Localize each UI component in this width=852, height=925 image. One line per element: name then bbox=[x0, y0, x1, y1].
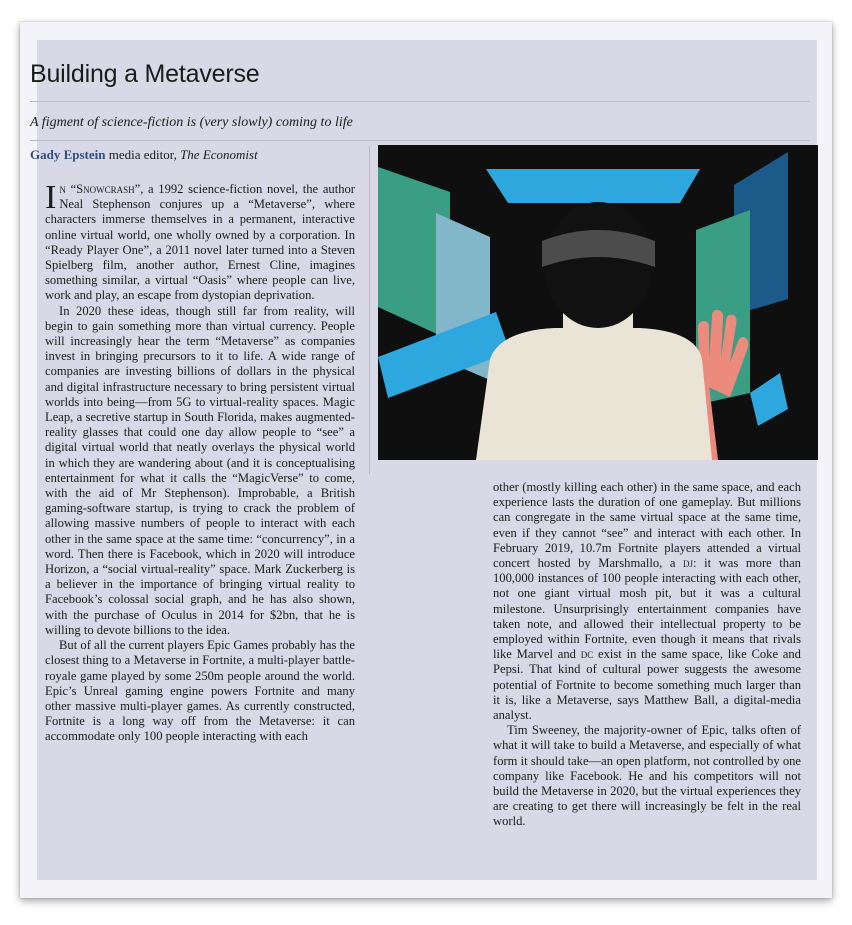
article-title: Building a Metaverse bbox=[30, 60, 260, 88]
article-column-2 bbox=[493, 480, 801, 875]
paragraph-4: other (mostly killing each other) in the same space, and each experience lasts the duration of one gameplay. But millions can congregate in the same virtual space at the same time, even if they cannot “see” and interact with each other. In February 2019, 10.7m Fortnite players attended a virtual concert hosted by Marshmallo, a dj: it was more than 100,000 instances of 100 people interacting with each other, not one giant virtual mosh pit, but it was a cultural milestone. Unsurprisingly entertainment companies have taken note, and allowed their intellectual property to be employed within Fortnite, even though it means that rivals like Marvel and dc exist in the same space, like Coke and Pepsi. That kind of cultural power suggests the awesome potential of Fortnite to become something much larger than it is, like a Metaverse, says Matthew Ball, a digital-media analyst. bbox=[493, 480, 801, 723]
vr-user-illustration bbox=[378, 145, 818, 460]
subtitle-divider bbox=[30, 140, 810, 141]
title-divider bbox=[30, 101, 810, 102]
paragraph-1: In “Snowcrash”, a 1992 science-fiction novel, the author Neal Stephenson conjures up a “Metaverse”, where characters immerse themselves in a permanent, interactive online virtual world, one wholly owned by a corporation. In “Ready Player One”, a 2011 novel later turned into a Steven Spielberg film, another author, Ernest Cline, imagines something similar, a virtual “Oasis” where people can live, work and play, an escape from dystopian deprivation. bbox=[45, 179, 355, 303]
byline bbox=[30, 147, 258, 163]
paragraph-3: But of all the current players Epic Games probably has the closest thing to a Metaverse in Fortnite, a multi-player battle-royale game played by some 250m people around the world. Epic’s Unreal gaming engine powers Fortnite and many other massive multi-player games. As currently constructed, Fortnite is a long way off from the Metaverse: it can accommodate only 100 people interacting with each bbox=[45, 638, 355, 744]
paragraph-2: In 2020 these ideas, though still far from reality, will begin to gain something more than virtual currency. People will increasingly hear the term “Metaverse” as companies invest in bringing precursors to it to life. A wide range of companies are investing billions of dollars in the physical and digital infrastructure necessary to bring persistent virtual worlds into being—from 5G to virtual-reality spaces. Magic Leap, a secretive startup in South Florida, makes augmented-reality glasses that could one day allow people to “see” a digital virtual world that neatly overlays the physical world in which they are wandering about (and it is conceptualising entertainment for what it calls the “MagicVerse” to come, with the aid of Mr Stephenson). Improbable, a British gaming-software startup, is trying to crack the problem of allowing massive numbers of people to interact with each other in the same space at the same time: “concurrency”, in a word. Then there is Facebook, which in 2020 will introduce Horizon, a “social virtual-reality” space. Mark Zuckerberg is a believer in the importance of bringing virtual reality to Facebook’s colossal social graph, and he has also shown, with the purchase of Oculus in 2014 for $2bn, that he is willing to devote billions to the idea. bbox=[45, 303, 355, 637]
ceiling-screen bbox=[486, 169, 700, 203]
publication-name: The Economist bbox=[180, 147, 258, 162]
drop-cap: I bbox=[45, 179, 57, 216]
article-column-1 bbox=[45, 179, 355, 872]
author-name[interactable]: Gady Epstein bbox=[30, 147, 106, 162]
author-role: media editor, bbox=[105, 147, 181, 162]
column-divider bbox=[369, 146, 370, 474]
paragraph-5: Tim Sweeney, the majority-owner of Epic, talks often of what it will take to build a Metaverse, and especially of what form it should take—an open platform, not controlled by one company like Facebook. He and his competitors will not build the Metaverse in 2020, but the virtual experiences they are creating to get there will increasingly be felt in the real world. bbox=[493, 723, 801, 829]
article-subtitle: A figment of science-fiction is (very slowly) coming to life bbox=[30, 115, 353, 130]
small-caps-lead: n “Snowcrash” bbox=[59, 182, 141, 196]
